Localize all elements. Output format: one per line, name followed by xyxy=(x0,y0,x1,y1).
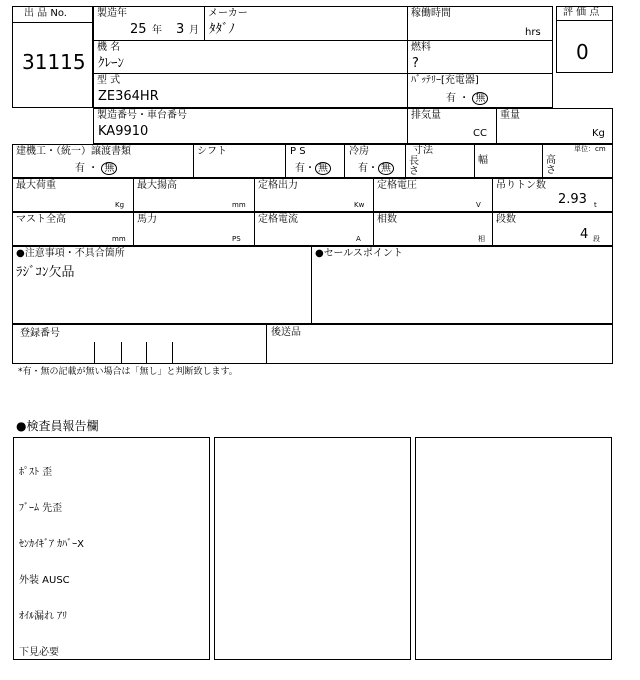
height-sub: さ xyxy=(546,165,556,176)
mast-height-label: マスト全高 xyxy=(16,214,66,225)
rating-label: 評 価 点 xyxy=(563,7,600,18)
rated-voltage-unit: V xyxy=(476,201,481,209)
row-c xyxy=(12,212,613,246)
width-label: 幅 xyxy=(478,155,488,166)
ac-yes-no: 有・ 無 xyxy=(358,162,394,175)
phase-label: 相数 xyxy=(377,214,397,225)
max-load-label: 最大荷重 xyxy=(16,180,56,191)
inspector-line: ﾌﾞｰﾑ 先歪 xyxy=(19,503,63,514)
year-unit: 年 xyxy=(152,25,162,36)
rated-output-unit: Kw xyxy=(354,201,365,209)
footnote: *有・無の記載が無い場合は「無し」と判断致します。 xyxy=(18,367,238,377)
inspector-line: ﾎﾟｽﾄ 歪 xyxy=(19,467,53,478)
ps-yes-no: 有・ 無 xyxy=(295,162,331,175)
maker-value: ﾀﾀﾞﾉ xyxy=(209,22,235,37)
dims-unit: 単位：cm xyxy=(574,145,606,153)
registration-box xyxy=(12,324,613,364)
inspector-line: ｵｲﾙ漏れ ｱﾘ xyxy=(19,611,68,622)
stages-label: 段数 xyxy=(496,214,516,225)
ac-label: 冷房 xyxy=(349,146,369,157)
ac-yes: 有 xyxy=(358,163,368,174)
inspector-line: 下見必要 xyxy=(19,647,59,658)
lift-ton-value: 2.93 xyxy=(558,192,587,207)
max-lift-label: 最大揚高 xyxy=(137,180,177,191)
type-value: ZE364HR xyxy=(98,89,159,104)
model-name: ｸﾚｰﾝ xyxy=(98,56,124,71)
shipping-item-label: 後送品 xyxy=(271,327,301,338)
height-label: 高 xyxy=(546,155,556,166)
transfer-yes: 有 xyxy=(75,163,85,174)
type-label: 型 式 xyxy=(97,75,121,86)
caution-text: ﾗｼﾞｺﾝ欠品 xyxy=(16,265,75,280)
registration-number-label: 登録番号 xyxy=(20,328,60,339)
transfer-docs-label: 建機工・（統一）譲渡書類 xyxy=(16,146,131,157)
battery-yes-no: 有 ・ 無 xyxy=(446,92,488,105)
rated-current-label: 定格電流 xyxy=(258,214,298,225)
inspector-report-title: ●検査員報告欄 xyxy=(16,419,99,433)
inspector-line: 外装 AUSC xyxy=(19,575,70,586)
displacement-label: 排気量 xyxy=(411,110,441,121)
inspector-line: ｾﾝｶｲｷﾞｱ ｶﾊﾞｰX xyxy=(19,539,85,550)
transfer-yes-no: 有 ・ 無 xyxy=(75,162,117,175)
rated-output-label: 定格出力 xyxy=(258,180,298,191)
maker-label: メーカー xyxy=(208,8,248,19)
length-label: 長 xyxy=(409,156,419,167)
hours-unit: hrs xyxy=(525,27,541,38)
max-lift-unit: mm xyxy=(232,201,246,209)
ps-label: P S xyxy=(290,146,306,157)
shift-label: シフト xyxy=(197,146,227,157)
inspector-notes xyxy=(19,443,84,671)
horsepower-unit: PS xyxy=(232,235,241,243)
battery-label: ﾊﾞｯﾃﾘｰ[充電器] xyxy=(411,75,479,86)
ps-no-circled: 無 xyxy=(315,162,331,175)
lot-number: 31115 xyxy=(22,50,86,74)
displacement-unit: CC xyxy=(473,128,487,139)
battery-yes: 有 xyxy=(446,93,456,104)
weight-unit: Kg xyxy=(592,128,605,139)
serial-value: KA9910 xyxy=(98,124,149,139)
horsepower-label: 馬力 xyxy=(137,214,157,225)
dims-label: 寸法 xyxy=(413,145,433,156)
month-unit: 月 xyxy=(189,25,199,36)
lift-ton-label: 吊りトン数 xyxy=(496,180,546,191)
ac-no-circled: 無 xyxy=(378,162,394,175)
rated-current-unit: A xyxy=(356,235,361,243)
fuel-label: 燃料 xyxy=(411,42,431,53)
transfer-no-circled: 無 xyxy=(101,162,117,175)
caution-label: ●注意事項・不具合箇所 xyxy=(16,248,125,259)
inspector-panel-2 xyxy=(214,437,411,660)
max-load-unit: Kg xyxy=(115,201,125,209)
serial-label: 製造番号・車台番号 xyxy=(97,110,187,121)
battery-no-circled: 無 xyxy=(472,92,488,105)
mfg-year-label: 製造年 xyxy=(97,8,127,19)
rated-voltage-label: 定格電圧 xyxy=(377,180,417,191)
inspector-panel-3 xyxy=(415,437,612,660)
mfg-month: 3 xyxy=(176,22,185,37)
weight-label: 重量 xyxy=(500,110,520,121)
model-name-label: 機 名 xyxy=(97,42,121,53)
stages-unit: 段 xyxy=(593,235,600,243)
stages-value: 4 xyxy=(580,227,589,242)
fuel-value: ? xyxy=(412,56,419,71)
rating-value: 0 xyxy=(576,40,589,64)
lift-ton-unit: t xyxy=(594,201,597,209)
hours-label: 稼働時間 xyxy=(411,8,451,19)
ps-yes: 有 xyxy=(295,163,305,174)
mfg-year: 25 xyxy=(130,22,147,37)
phase-unit: 相 xyxy=(478,235,485,243)
sales-point-label: ●セールスポイント xyxy=(315,248,403,259)
mast-height-unit: mm xyxy=(112,235,126,243)
length-sub: さ xyxy=(409,166,419,177)
lot-number-label: 出 品 No. xyxy=(24,8,67,19)
